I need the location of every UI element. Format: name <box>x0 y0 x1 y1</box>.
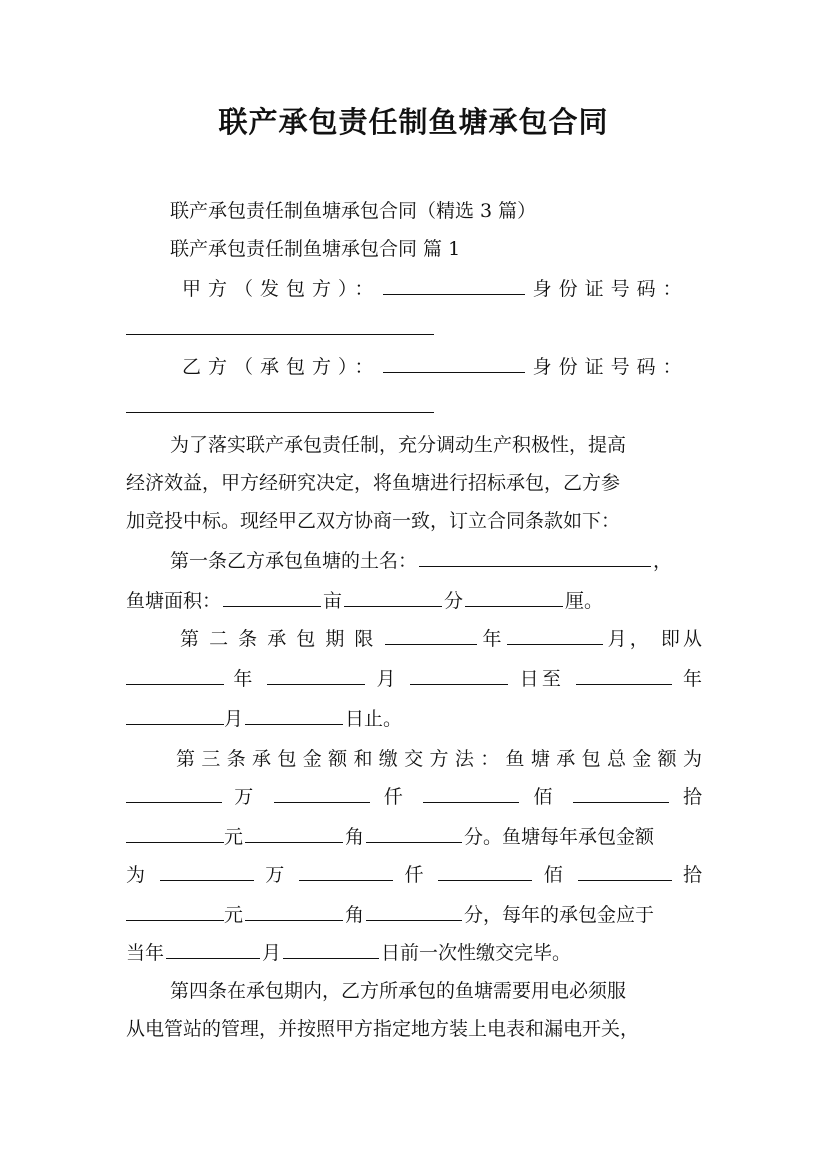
annual-amount-line-2: 元 角 分，每年的承包金应于 <box>126 896 702 934</box>
start-year-blank[interactable] <box>126 666 224 685</box>
annual-wan-blank[interactable] <box>160 862 254 881</box>
start-month-blank[interactable] <box>267 666 365 685</box>
party-a-name-blank[interactable] <box>383 276 525 295</box>
term-months-blank[interactable] <box>507 626 603 645</box>
party-b-id-blank[interactable] <box>126 394 434 413</box>
id-label: 身份证号码： <box>532 356 689 378</box>
area-mu-blank[interactable] <box>223 588 321 607</box>
total-amount-line-2: 元 角 分。鱼塘每年承包金额 <box>126 818 702 856</box>
total-amount-line: 万 仟 佰 拾 <box>126 778 702 816</box>
deadline-month-blank[interactable] <box>166 940 260 959</box>
party-b-name-blank[interactable] <box>383 354 525 373</box>
party-b-line <box>126 348 702 386</box>
document-subtitle: 联产承包责任制鱼塘承包合同（精选 3 篇） <box>170 200 537 222</box>
annual-qian-blank[interactable] <box>299 862 393 881</box>
term-years-blank[interactable] <box>385 626 477 645</box>
deadline-day-blank[interactable] <box>283 940 379 959</box>
total-jiao-blank[interactable] <box>245 824 343 843</box>
annual-fen-blank[interactable] <box>366 902 462 921</box>
total-bai-blank[interactable] <box>423 784 519 803</box>
party-a-id-line <box>126 310 702 348</box>
term-end-line: 月 日止。 <box>126 700 702 738</box>
intro-line-3: 加竞投中标。现经甲乙双方协商一致，订立合同条款如下： <box>126 510 621 532</box>
party-b-id-line <box>126 388 702 426</box>
document-title: 联产承包责任制鱼塘承包合同 <box>218 105 609 139</box>
annual-jiao-blank[interactable] <box>245 902 343 921</box>
end-month-blank[interactable] <box>126 706 224 725</box>
article-3-line: 第三条承包金额和缴交方法：鱼塘承包总金额为 <box>176 748 702 770</box>
pond-name-blank[interactable] <box>419 548 651 567</box>
part-heading: 联产承包责任制鱼塘承包合同 篇 1 <box>170 238 461 260</box>
id-label: 身份证号码： <box>532 278 689 300</box>
annual-yuan-blank[interactable] <box>126 902 224 921</box>
article-2-line: 第二条承包期限 年 月， 即从 <box>180 628 702 650</box>
intro-line-2: 经济效益，甲方经研究决定，将鱼塘进行招标承包，乙方参 <box>126 472 621 494</box>
party-a-line <box>126 270 702 308</box>
end-day-blank[interactable] <box>245 706 343 725</box>
area-fen-blank[interactable] <box>344 588 442 607</box>
term-dates-line: 年 月 日至 年 <box>126 660 702 698</box>
party-a-label: 甲方（发包方）： <box>182 278 381 300</box>
total-fen-blank[interactable] <box>366 824 462 843</box>
annual-amount-line: 为 万 仟 佰 拾 <box>126 864 702 886</box>
party-b-label: 乙方（承包方）： <box>182 356 381 378</box>
article-4-line-2: 从电管站的管理，并按照甲方指定地方装上电表和漏电开关， <box>126 1018 640 1040</box>
end-year-blank[interactable] <box>576 666 672 685</box>
annual-shi-blank[interactable] <box>578 862 672 881</box>
party-a-id-blank[interactable] <box>126 316 434 335</box>
area-li-blank[interactable] <box>465 588 563 607</box>
intro-line-1: 为了落实联产承包责任制，充分调动生产积极性，提高 <box>170 434 627 456</box>
total-qian-blank[interactable] <box>274 784 370 803</box>
start-day-blank[interactable] <box>410 666 508 685</box>
article-4-line-1: 第四条在承包期内，乙方所承包的鱼塘需要用电必须服 <box>170 980 627 1002</box>
annual-bai-blank[interactable] <box>438 862 532 881</box>
article-1-line: 第一条乙方承包鱼塘的土名： ， <box>170 550 673 572</box>
area-line: 鱼塘面积： 亩 分 厘。 <box>126 590 604 612</box>
payment-deadline-line: 当年 月 日前一次性缴交完毕。 <box>126 942 572 964</box>
total-yuan-blank[interactable] <box>126 824 224 843</box>
total-shi-blank[interactable] <box>573 784 669 803</box>
total-wan-blank[interactable] <box>126 784 222 803</box>
